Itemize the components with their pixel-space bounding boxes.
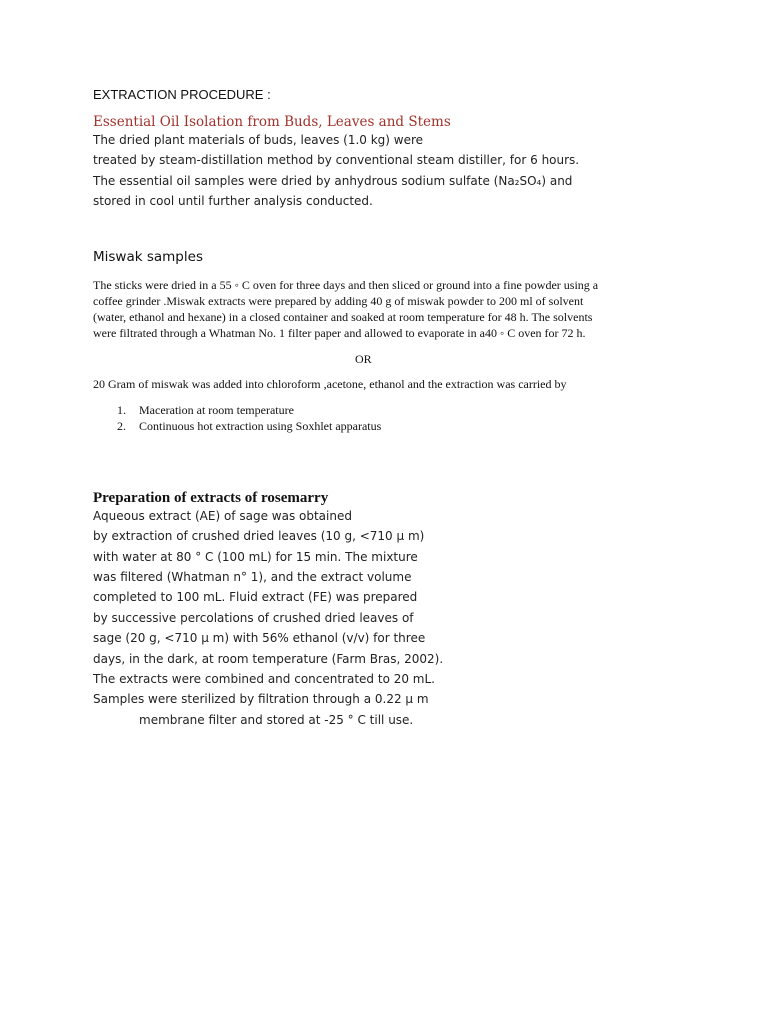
document-title: EXTRACTION PROCEDURE :	[93, 87, 271, 102]
rosemary-line-7: sage (20 g, <710 μ m) with 56% ethanol (v/v) for three	[93, 631, 426, 645]
rosemary-line-9: The extracts were combined and concentrated to 20 mL.	[93, 672, 435, 686]
list-item	[0, 419, 768, 435]
essential-oil-line-4: stored in cool until further analysis conducted.	[93, 194, 373, 208]
rosemary-line-11: membrane filter and stored at -25 ° C till use.	[139, 713, 414, 727]
miswak-line-1: The sticks were dried in a 55 ◦ C oven for three days and then sliced or ground into a fine powder using a	[93, 278, 599, 292]
miswak-line-2: coffee grinder .Miswak extracts were prepared by adding 40 g of miswak powder to 200 ml of solvent	[93, 294, 584, 308]
miswak-heading: Miswak samples	[93, 249, 203, 265]
rosemary-line-5: completed to 100 mL. Fluid extract (FE) was prepared	[93, 590, 418, 604]
list-item-text: Continuous hot extraction using Soxhlet apparatus	[139, 419, 382, 433]
rosemary-line-2: by extraction of crushed dried leaves (10 g, <710 μ m)	[93, 529, 425, 543]
or-label: OR	[355, 352, 372, 366]
rosemary-heading: Preparation of extracts of rosemarry	[93, 490, 329, 506]
miswak-line-4: were filtrated through a Whatman No. 1 filter paper and allowed to evaporate in a40 ◦ C oven for 72 h.	[93, 326, 586, 340]
list-item	[0, 403, 768, 419]
rosemary-line-6: by successive percolations of crushed dried leaves of	[93, 611, 414, 625]
rosemary-line-10: Samples were sterilized by filtration through a 0.22 μ m	[93, 692, 429, 706]
miswak-line-3: (water, ethanol and hexane) in a closed container and soaked at room temperature for 48 h. The solvents	[93, 310, 593, 324]
list-item-number: 2.	[117, 419, 126, 433]
list-item-text: Maceration at room temperature	[139, 403, 294, 417]
essential-oil-line-2: treated by steam-distillation method by conventional steam distiller, for 6 hours.	[93, 153, 580, 167]
rosemary-line-3: with water at 80 ° C (100 mL) for 15 min. The mixture	[93, 550, 418, 564]
essential-oil-heading: Essential Oil Isolation from Buds, Leaves and Stems	[93, 114, 451, 130]
rosemary-line-4: was filtered (Whatman n° 1), and the extract volume	[93, 570, 412, 584]
rosemary-line-8: days, in the dark, at room temperature (Farm Bras, 2002).	[93, 652, 444, 666]
rosemary-line-1: Aqueous extract (AE) of sage was obtained	[93, 509, 352, 523]
miswak-alt-line: 20 Gram of miswak was added into chloroform ,acetone, ethanol and the extraction was carried by	[93, 377, 567, 391]
essential-oil-line-3: The essential oil samples were dried by anhydrous sodium sulfate (Na₂SO₄) and	[93, 174, 573, 188]
essential-oil-line-1: The dried plant materials of buds, leaves (1.0 kg) were	[93, 133, 424, 147]
list-item-number: 1.	[117, 403, 126, 417]
